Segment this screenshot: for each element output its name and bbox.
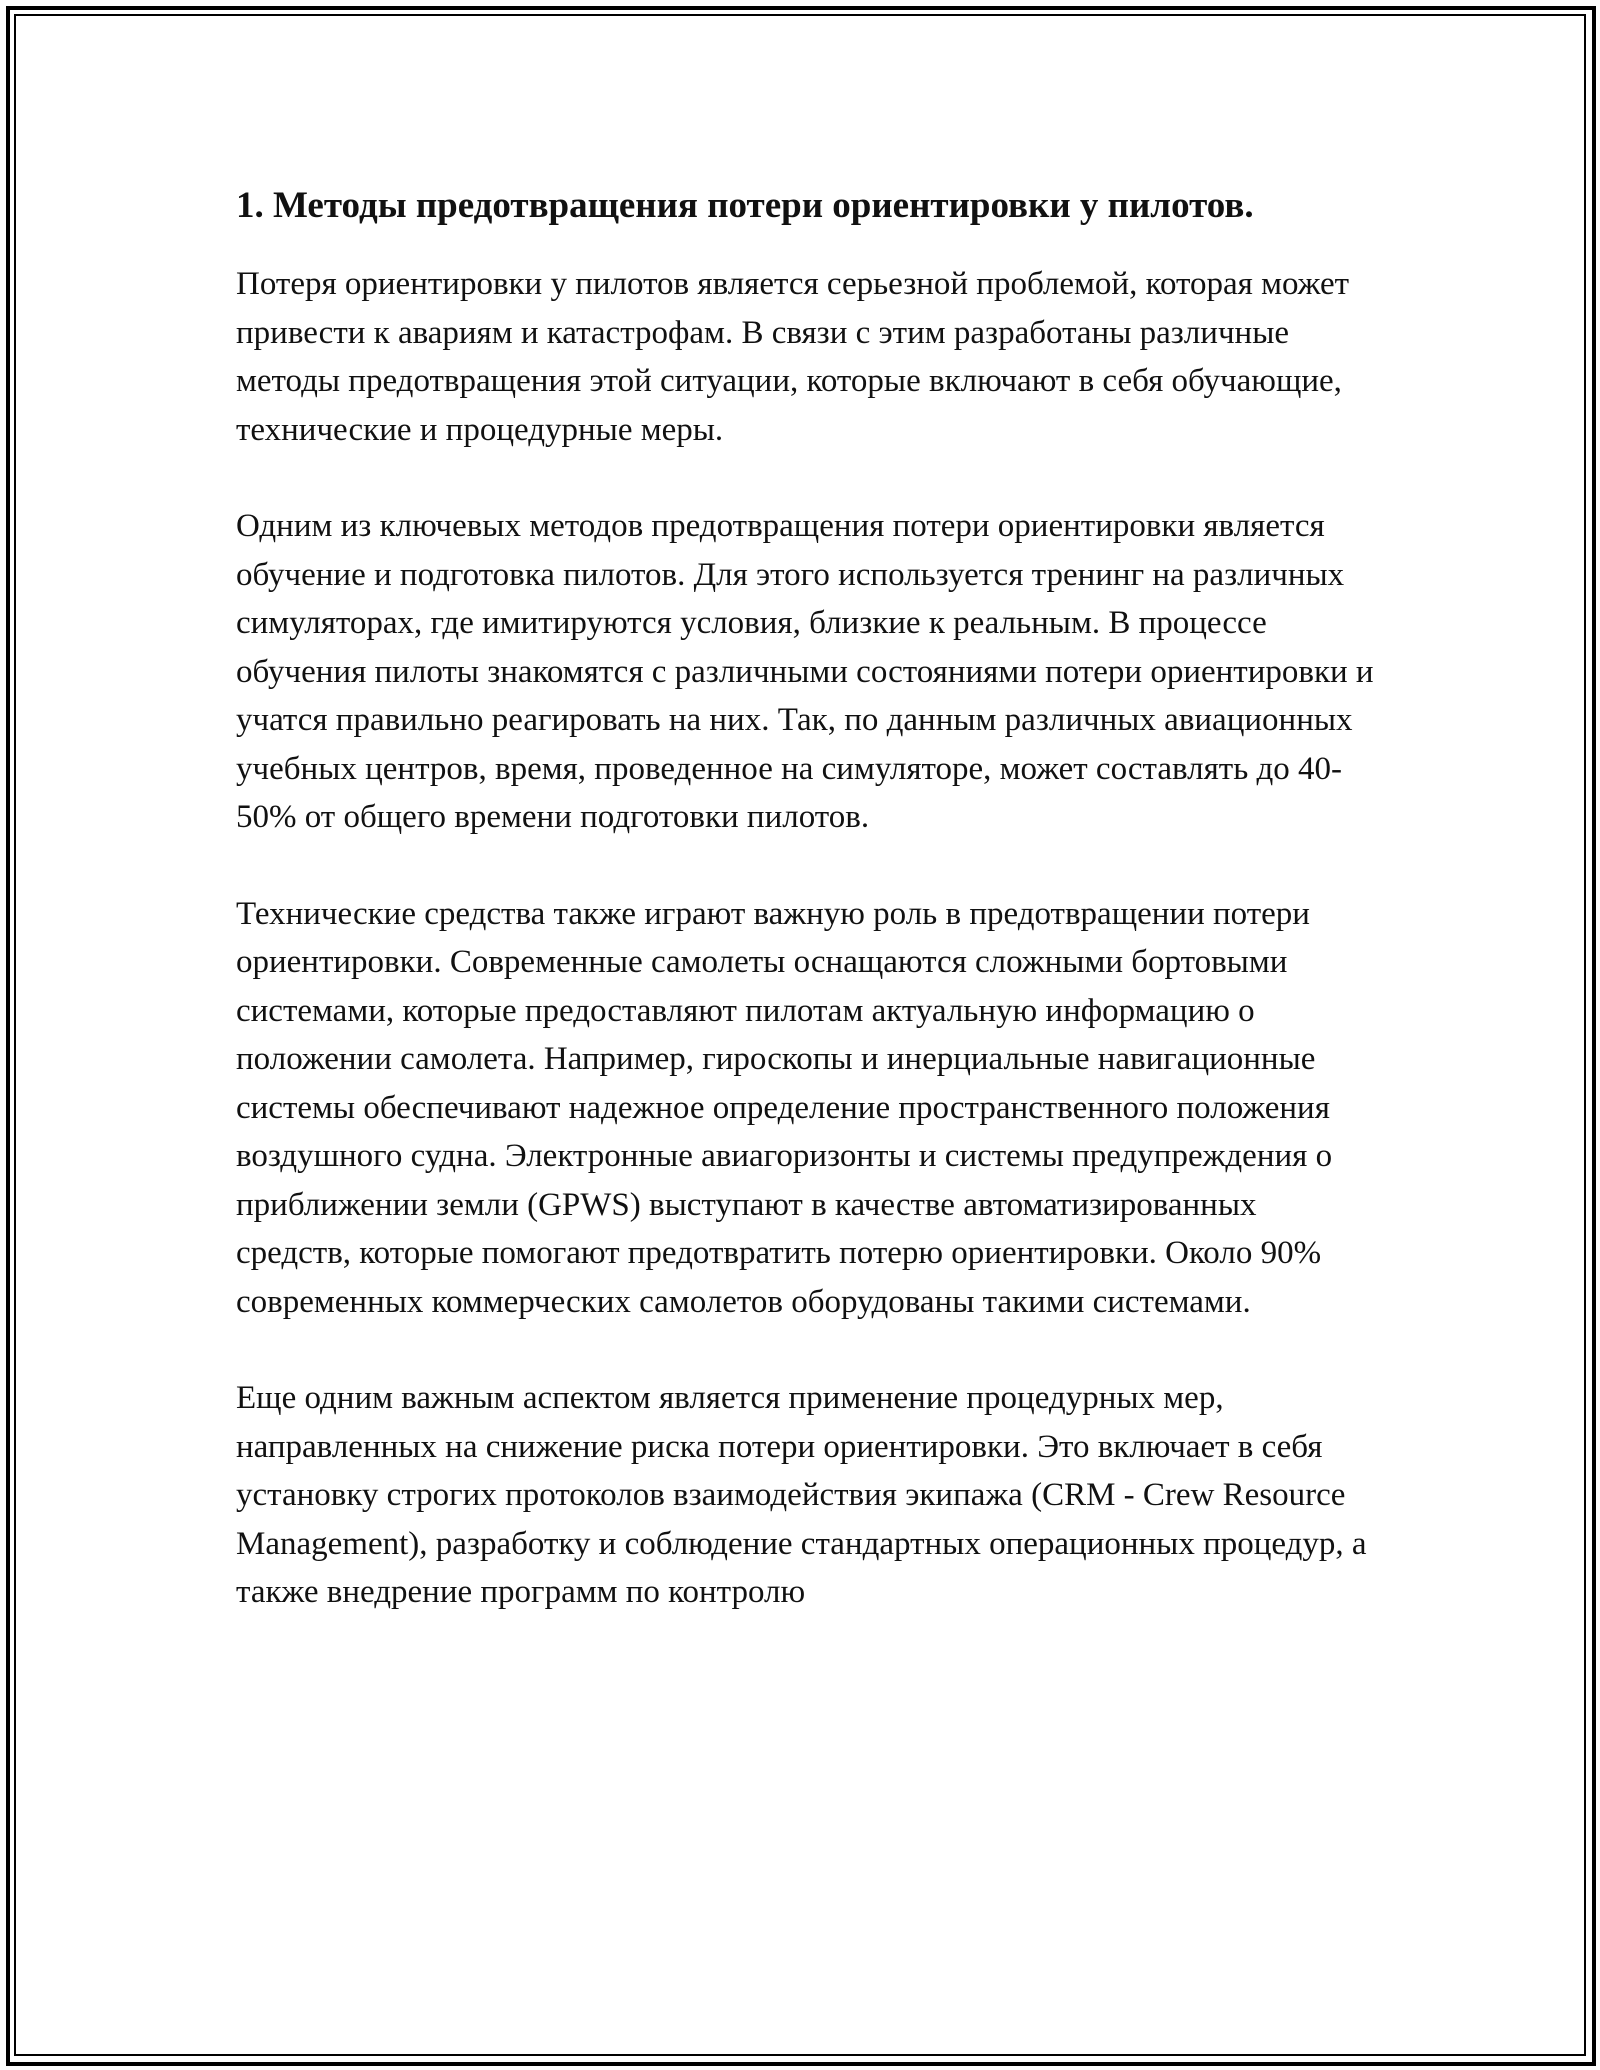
paragraph-technical: Технические средства также играют важную роль в предотвращении потери ориентировки. Современные самолеты оснащаются сложными бортовыми системами, которые предоставляют пилотам актуальную информацию о положении самолета. Например, гироскопы и инерциальные навигационные системы обеспечивают надежное определение пространственного положения воздушного судна. Электронные авиагоризонты и системы предупреждения о приближении земли (GPWS) выступают в качестве автоматизированных средств, которые помогают предотвратить потерю ориентировки. Около 90% современных коммерческих самолетов оборудованы такими системами. [236, 895, 1333, 1320]
section-heading: 1. Методы предотвращения потери ориентировки у пилотов. [236, 185, 1254, 226]
paragraph-training: Одним из ключевых методов предотвращения потери ориентировки является обучение и подготовка пилотов. Для этого используется тренинг на различных симуляторах, где имитируются условия, близкие к реальным. В процессе обучения пилоты знакомятся с различными состояниями потери ориентировки и учатся правильно реагировать на них. Так, по данным различных авиационных учебных центров, время, проведенное на симуляторе, может составлять до 40-50% от общего времени подготовки пилотов. [236, 508, 1374, 835]
paragraph-intro: Потеря ориентировки у пилотов является серьезной проблемой, которая может привести к авариям и катастрофам. В связи с этим разработаны различные методы предотвращения этой ситуации, которые включают в себя обучающие, технические и процедурные меры. [236, 266, 1350, 448]
document-body [236, 180, 1378, 1665]
paragraph-procedural: Еще одним важным аспектом является применение процедурных мер, направленных на снижение риска потери ориентировки. Это включает в себя установку строгих протоколов взаимодействия экипажа (CRM - Crew Resource Management), разработку и соблюдение стандартных операционных процедур, а также внедрение программ по контролю [236, 1380, 1367, 1610]
